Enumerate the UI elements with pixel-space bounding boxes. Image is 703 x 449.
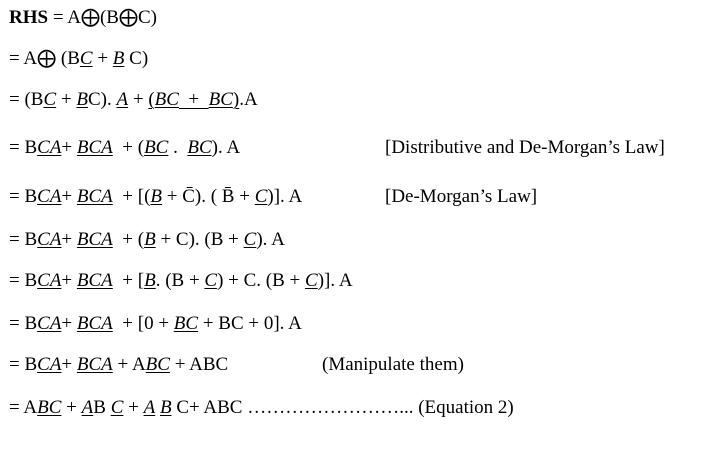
equation-line xyxy=(9,270,353,292)
complemented-term: BCA xyxy=(76,270,113,291)
complemented-term: A xyxy=(143,397,156,418)
equation-text: + [0 + xyxy=(112,313,174,334)
rhs-label: RHS xyxy=(9,7,49,28)
complemented-term: CA xyxy=(37,229,62,250)
equation-text: + ( xyxy=(112,229,145,250)
equation-text: ). A xyxy=(256,229,285,250)
equation-text: + xyxy=(61,186,77,207)
equation-line xyxy=(9,186,302,208)
equation-line xyxy=(9,7,157,29)
complemented-term: BC xyxy=(37,397,62,418)
equation-text: + xyxy=(61,229,77,250)
complemented-term: BCA xyxy=(76,137,113,158)
equation-text: = A xyxy=(9,397,38,418)
complemented-term: BCA xyxy=(76,229,113,250)
equation-text: + BC + 0]. A xyxy=(198,313,302,334)
equation-text: = (B xyxy=(9,89,44,110)
equation-text: ( xyxy=(148,89,155,110)
equation-line xyxy=(9,48,148,70)
law-annotation: [Distributive and De-Morgan’s Law] xyxy=(385,137,665,158)
equation-text: ) xyxy=(232,89,240,110)
complemented-term: BCA xyxy=(76,186,113,207)
equation-line xyxy=(9,89,258,111)
equation-text: . xyxy=(168,137,188,158)
equation-line xyxy=(9,229,285,251)
complemented-term: BC xyxy=(154,89,179,110)
complemented-term: C xyxy=(204,270,218,291)
complemented-term: CA xyxy=(37,313,62,334)
equation-text: + xyxy=(128,89,149,110)
equation-text: + C̄). ( B̄ + xyxy=(162,186,255,207)
equation-text: + xyxy=(61,397,82,418)
complemented-term: CA xyxy=(37,354,62,375)
equation-text: + xyxy=(61,313,77,334)
complemented-term: CA xyxy=(37,137,62,158)
equation-text: + xyxy=(56,89,77,110)
equation-text: .A xyxy=(239,89,258,110)
equation-text: C+ ABC ……………………... (Equation 2) xyxy=(171,397,514,418)
equation-text: + xyxy=(123,397,144,418)
complemented-term: C xyxy=(79,48,93,69)
equation-text: = B xyxy=(9,313,38,334)
complemented-term: BC xyxy=(144,137,169,158)
equation-text: = B xyxy=(9,186,38,207)
complemented-term: B xyxy=(150,186,163,207)
equation-text: + xyxy=(61,354,77,375)
equation-text: + [ xyxy=(112,270,145,291)
equation-text: C) xyxy=(124,48,149,69)
equation-text: B xyxy=(93,397,111,418)
equation-text: ) + C. (B + xyxy=(217,270,306,291)
equation-text: )]. A xyxy=(267,186,303,207)
equation-text: ). A xyxy=(211,137,241,158)
complemented-term: BCA xyxy=(76,313,113,334)
equation-text: = B xyxy=(9,354,38,375)
equation-text: + xyxy=(92,48,113,69)
complemented-term: CA xyxy=(37,270,62,291)
equation-text: + xyxy=(178,89,209,110)
complemented-term: CA xyxy=(37,186,62,207)
complemented-term: B xyxy=(112,48,125,69)
complemented-term: C xyxy=(243,229,257,250)
equation-text: + C). (B + xyxy=(155,229,244,250)
complemented-term: BC xyxy=(145,354,170,375)
equation-text: + ABC xyxy=(169,354,229,375)
complemented-term: C xyxy=(43,89,57,110)
complemented-term: C xyxy=(254,186,268,207)
complemented-term: C xyxy=(305,270,318,291)
equation-text: = B xyxy=(9,137,38,158)
equation-text: = B xyxy=(9,229,38,250)
complemented-term: A xyxy=(81,397,94,418)
equation-text: + xyxy=(61,137,77,158)
complemented-term: C xyxy=(110,397,124,418)
complemented-term: BCA xyxy=(76,354,113,375)
equation-text: )]. A xyxy=(317,270,353,291)
complemented-term: BC xyxy=(187,137,212,158)
equation-line xyxy=(9,397,514,419)
equation-line xyxy=(9,137,240,159)
equation-text: = A⨁ (B xyxy=(9,48,80,69)
equation-line xyxy=(9,354,228,376)
complemented-term: BC xyxy=(208,89,233,110)
complemented-term: B xyxy=(76,89,88,110)
law-annotation: [De-Morgan’s Law] xyxy=(385,186,538,207)
complemented-term: B xyxy=(159,397,172,418)
complemented-term: A xyxy=(116,89,129,110)
equation-text: + ( xyxy=(112,137,145,158)
equation-text: . (B + xyxy=(155,270,205,291)
complemented-term: B xyxy=(144,229,156,250)
equation-text: + xyxy=(61,270,77,291)
complemented-term: B xyxy=(144,270,156,291)
equation-text: = B xyxy=(9,270,38,291)
equation-text: C). xyxy=(87,89,117,110)
law-annotation: (Manipulate them) xyxy=(322,354,464,375)
complemented-term: BC xyxy=(173,313,199,334)
equation-text: + A xyxy=(112,354,146,375)
equation-line xyxy=(9,313,302,335)
equation-text: + [( xyxy=(112,186,151,207)
equation-text: = A⨁(B⨁C) xyxy=(48,7,157,28)
